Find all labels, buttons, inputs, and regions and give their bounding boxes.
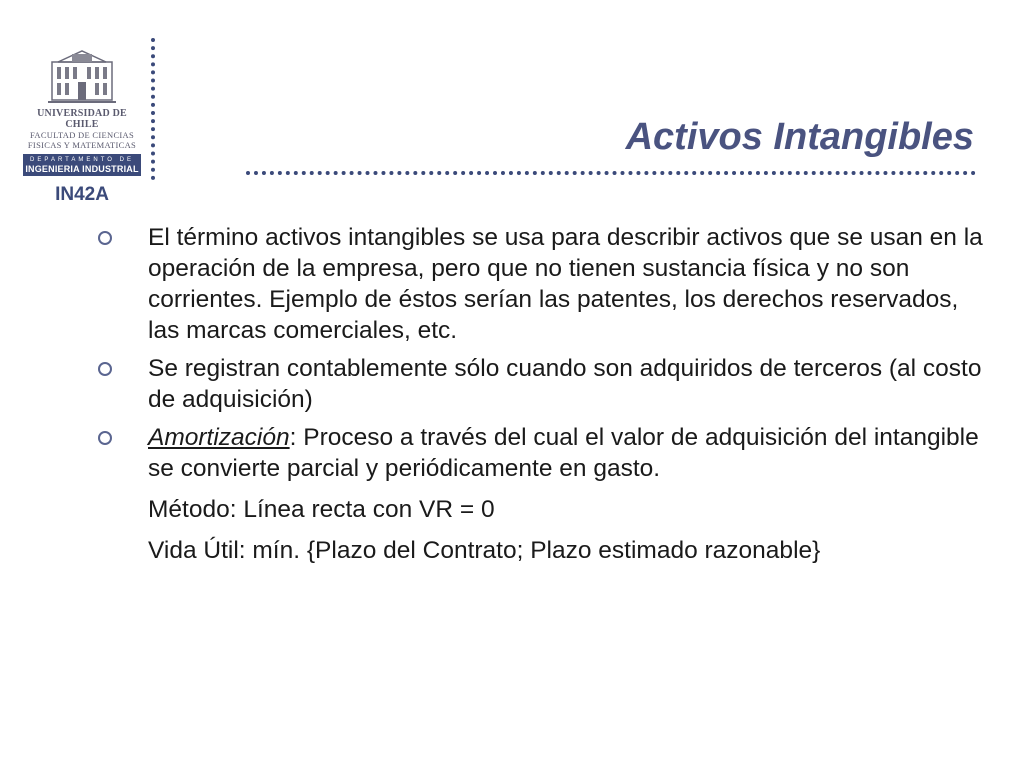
bullet-item [96, 422, 996, 484]
useful-life-line: Vida Útil: mín. {Plazo del Contrato; Plazo estimado razonable} [148, 537, 821, 564]
slide-title: Activos Intangibles [625, 116, 974, 158]
slide-content [96, 222, 996, 566]
department-name: INGENIERIA INDUSTRIAL [25, 164, 139, 174]
amortization-term: Amortización [148, 424, 290, 451]
bullet-item [96, 353, 996, 415]
vertical-divider [151, 38, 155, 180]
title-divider [246, 171, 976, 175]
university-name: UNIVERSIDAD DE CHILE [37, 108, 127, 130]
university-logo [20, 48, 144, 206]
faculty-line-1: FACULTAD DE CIENCIAS [29, 130, 135, 140]
bullet-text: El término activos intangibles se usa para describir activos que se usan en la operación de la empresa, pero que no tienen sustancia física y no son corrientes. Ejemplo de éstos serían las patentes, los derechos reservados, las marcas comerciales, etc. [148, 224, 983, 344]
faculty-line-2: FISICAS Y MATEMATICAS [27, 140, 137, 150]
ring-bullet-icon [98, 431, 112, 445]
department-label: DEPARTAMENTO DE [30, 157, 134, 163]
bullet-item [96, 222, 996, 346]
ring-bullet-icon [98, 362, 112, 376]
bullet-text: Se registran contablemente sólo cuando son adquiridos de terceros (al costo de adquisición) [148, 355, 982, 413]
bullet-text: : Proceso a través del cual el valor de adquisición del intangible se convierte parcial y periódicamente en gasto. [148, 424, 979, 482]
department-band [23, 154, 141, 176]
course-code: IN42A [55, 184, 109, 205]
method-line: Método: Línea recta con VR = 0 [148, 496, 495, 523]
ring-bullet-icon [98, 231, 112, 245]
building-icon [48, 48, 116, 104]
